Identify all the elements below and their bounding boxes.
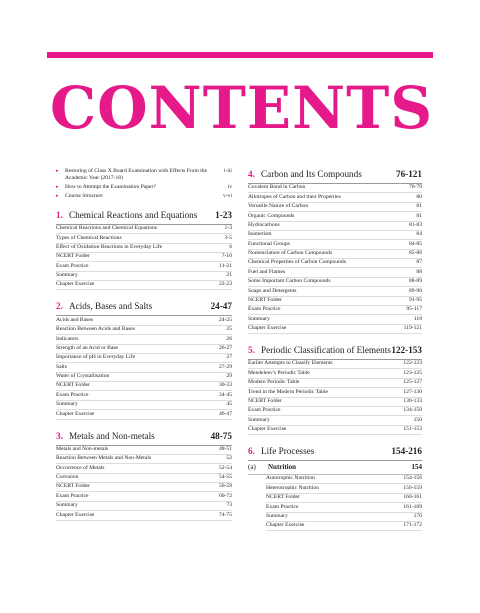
chapter-number: 2. [56,301,63,312]
topic-title: Covalent Bond in Carbon [248,184,306,191]
chapter-heading[interactable] [248,445,422,461]
front-matter-page: v-vi [222,193,232,200]
topic-title: Allotropes of Carbon and their Properties [248,193,341,200]
chapter-title: Metals and Non-metals [69,430,155,441]
front-matter-item[interactable] [56,184,232,191]
topic-row[interactable] [248,325,422,334]
topic-page: 151-153 [403,426,422,433]
topic-page: 125-127 [403,379,422,386]
topic-page: 84-85 [408,240,422,247]
topic-page: 26 [226,335,232,342]
chapter-1 [56,209,232,291]
topic-page: 46-47 [218,410,232,417]
topic-title: Chapter Exercise [248,325,287,332]
topic-page: 7-10 [221,253,232,260]
chapter-title: Acids, Bases and Salts [69,301,153,312]
topic-row[interactable] [248,278,422,287]
front-matter-page: i-iii [223,168,232,174]
topic-page: 81-83 [408,221,422,228]
topic-page: 73 [226,502,232,509]
topic-row[interactable] [56,464,232,473]
topic-row[interactable] [56,272,232,281]
topic-title: Chemical Properties of Carbon Compounds [248,259,346,266]
front-matter-item[interactable] [56,168,232,183]
topic-title: Exam Practice [248,407,281,414]
chapter-pages: 122-153 [391,345,422,355]
topic-page: 171-172 [403,522,422,529]
subsection-topics [248,475,422,531]
topic-page: 123-125 [403,369,422,376]
topic-row[interactable] [266,475,422,484]
topic-page: 52-54 [218,464,232,471]
topic-page: 118 [413,315,422,322]
topic-page: 89-90 [408,287,422,294]
toc-right-column [248,168,422,531]
topic-row[interactable] [56,354,232,363]
topic-row[interactable] [56,326,232,335]
topic-title: Fuel and Flames [248,268,285,275]
bullet-icon: ▸ [56,194,59,200]
topic-title: Occurrence of Metals [56,464,105,471]
topic-title: Types of Chemical Reactions [56,234,122,241]
chapter-title: Periodic Classification of Elements [261,345,391,355]
subsection-title: Nutrition [268,463,296,471]
topic-title: NCERT Folder [248,296,282,303]
topic-page: 34-45 [218,391,232,398]
chapter-number: 1. [56,209,63,220]
subsection-page: 154 [411,463,422,471]
topic-row[interactable] [266,513,422,522]
topic-page: 88-89 [408,278,422,285]
chapter-pages: 1-23 [215,209,232,220]
front-matter-text: Restoring of Class X Board Examination with Effects From the Academic Year (2017-18) [65,168,208,182]
topic-title: NCERT Folder [56,483,90,490]
topic-title: Exam Practice [248,306,281,313]
topic-title: Exam Practice [266,503,299,510]
topic-row[interactable] [248,222,422,231]
topic-title: Summary [56,272,78,279]
topic-row[interactable] [56,281,232,290]
topic-title: Organic Compounds [248,212,295,219]
topic-row[interactable] [248,306,422,315]
topic-row[interactable] [248,259,422,268]
topic-page: 29 [226,373,232,380]
topic-row[interactable] [248,388,422,397]
topic-title: Salts [56,363,67,370]
topic-row[interactable] [248,231,422,240]
topic-page: 76-79 [408,184,422,191]
topic-title: Isomerism [248,231,272,238]
topic-page: 27-29 [218,363,232,370]
topic-page: 22-23 [218,281,232,288]
topic-row[interactable] [56,253,232,262]
topic-row[interactable] [56,382,232,391]
top-accent-bar [47,52,433,58]
chapter-pages: 76-121 [395,169,422,179]
topic-title: Acids and Bases [56,316,93,323]
subsection-label: (a) [248,463,256,471]
topic-row[interactable] [56,502,232,511]
topic-title: Corrosion [56,474,79,481]
topic-row[interactable] [56,373,232,382]
topic-row[interactable] [56,234,232,243]
topic-row[interactable] [56,410,232,419]
topic-row[interactable] [248,360,422,369]
subsection-heading[interactable] [248,461,422,475]
topic-page: 127-130 [403,388,422,395]
topic-page: 60-72 [218,492,232,499]
topic-page: 48-51 [218,445,232,452]
topic-title: Indicators [56,335,79,342]
chapter-title: Chemical Reactions and Equations [69,209,198,220]
topic-row[interactable] [56,455,232,464]
chapter-pages: 48-75 [210,430,232,441]
topic-row[interactable] [56,483,232,492]
page-title: CONTENTS [50,74,434,142]
topic-row[interactable] [266,522,422,531]
topic-title: NCERT Folder [248,397,282,404]
topic-row[interactable] [56,244,232,253]
topic-title: Effect of Oxidation Reactions in Everyday Life [56,243,163,250]
chapter-heading[interactable] [248,344,422,360]
chapter-heading[interactable] [248,168,422,184]
topic-page: 122-123 [403,360,422,367]
topic-title: Summary [56,401,78,408]
topic-page: 11-21 [219,262,232,269]
topic-title: Exam Practice [56,391,89,398]
topic-page: 85-86 [408,250,422,257]
chapter-3 [56,430,232,521]
topic-title: Nomenclature of Carbon Compounds [248,250,333,257]
topic-title: NCERT Folder [56,253,90,260]
topic-page: 81 [416,212,422,219]
chapter-5 [248,344,422,435]
topic-page: 170 [413,512,422,519]
topic-row[interactable] [56,492,232,501]
topic-title: Some Important Carbon Compounds [248,278,331,285]
topic-title: Summary [248,416,270,423]
topic-row[interactable] [248,369,422,378]
topic-page: 25 [226,326,232,333]
topic-title: Chapter Exercise [56,511,95,518]
topic-page: 6 [229,243,232,250]
topic-title: Reaction Between Metals and Non-Metals [56,455,152,462]
topic-page: 87 [416,259,422,266]
topic-title: Autotrophic Nutrition [266,475,315,482]
topic-page: 21 [226,272,232,279]
topic-row[interactable] [248,416,422,425]
topic-page: 52 [226,455,232,462]
topic-page: 74-75 [218,511,232,518]
topic-title: Summary [266,512,288,519]
topic-page: 80 [416,193,422,200]
topic-page: 3-5 [224,234,232,241]
topic-page: 24-25 [218,316,232,323]
topic-page: 130-133 [403,397,422,404]
topic-page: 160-161 [403,494,422,501]
topic-page: 56-59 [218,483,232,490]
chapter-pages: 154-216 [391,446,422,456]
topic-title: Importance of pH in Everyday Life [56,354,136,361]
topic-row[interactable] [248,287,422,296]
topic-page: 134-150 [403,407,422,414]
chapter-pages: 24-47 [210,301,232,312]
front-matter-text: How to Attempt the Examination Paper? [65,184,156,191]
topic-row[interactable] [248,212,422,221]
topic-title: Metals and Non-metals [56,445,109,452]
topic-row[interactable] [56,316,232,325]
topic-page: 91-95 [408,296,422,303]
chapter-4 [248,168,422,334]
front-matter-page: iv [227,184,232,191]
topic-row[interactable] [248,297,422,306]
topic-row[interactable] [266,494,422,503]
topic-row[interactable] [248,398,422,407]
topic-title: Trend in the Modern Periodic Table [248,388,328,395]
topic-row[interactable] [248,184,422,193]
topic-page: 27 [226,354,232,361]
topic-row[interactable] [56,345,232,354]
topic-title: Exam Practice [56,262,89,269]
topic-row[interactable] [56,474,232,483]
topic-title: NCERT Folder [56,382,90,389]
topic-title: Reaction Between Acids and Bases [56,326,135,333]
topic-page: 150 [413,416,422,423]
topic-row[interactable] [56,511,232,520]
topic-title: Mendeleev's Periodic Table [248,369,310,376]
topic-title: Functional Groups [248,240,290,247]
front-matter-item[interactable] [56,193,232,200]
topic-title: Heterotrophic Nutrition [266,484,319,491]
topic-title: Water of Crystallisation [56,373,110,380]
chapter-number: 3. [56,430,63,441]
topic-title: Earlier Attempts to Classify Elements [248,360,333,367]
topic-row[interactable] [248,268,422,277]
topic-title: Chapter Exercise [248,426,287,433]
topic-row[interactable] [266,503,422,512]
topic-row[interactable] [56,262,232,271]
topic-row[interactable] [248,203,422,212]
topic-page: 88 [416,268,422,275]
topic-row[interactable] [248,250,422,259]
topic-page: 45 [226,401,232,408]
topic-row[interactable] [248,379,422,388]
topic-title: Chemical Reactions and Chemical Equations [56,225,157,232]
topic-title: Chapter Exercise [266,522,305,529]
topic-row[interactable] [266,484,422,493]
topic-row[interactable] [56,391,232,400]
topic-title: Versatile Nature of Carbon [248,203,309,210]
topic-page: 81 [416,203,422,210]
topic-row[interactable] [248,193,422,202]
chapter-title: Carbon and Its Compounds [261,169,362,179]
topic-row[interactable] [248,315,422,324]
chapter-number: 5. [248,345,255,355]
topic-title: Exam Practice [56,492,89,499]
topic-row[interactable] [56,225,232,234]
chapter-number: 4. [248,169,255,179]
chapter-heading[interactable] [56,300,232,316]
topic-page: 30-33 [218,382,232,389]
chapter-number: 6. [248,446,255,456]
chapter-6 [248,445,422,531]
topic-row[interactable] [248,426,422,435]
topic-page: 54-55 [218,474,232,481]
topic-title: Summary [248,315,270,322]
topic-page: 119-121 [403,325,422,332]
front-matter-text: Course Structure [65,193,103,200]
topic-title: Soaps and Detergents [248,287,297,294]
topic-title: Hydrocarbons [248,221,280,228]
bullet-icon: ▸ [56,169,59,174]
chapter-2 [56,300,232,419]
topic-title: NCERT Folder [266,494,300,501]
chapter-title: Life Processes [261,446,315,456]
topic-row[interactable] [56,446,232,455]
topic-page: 26-27 [218,344,232,351]
toc-left-column [56,168,232,521]
topic-row[interactable] [56,401,232,410]
chapter-heading[interactable] [56,209,232,225]
topic-title: Chapter Exercise [56,410,95,417]
front-matter-list [56,168,232,201]
topic-title: Modern Periodic Table [248,379,300,386]
topic-row[interactable] [248,240,422,249]
topic-title: Chapter Exercise [56,281,95,288]
topic-row[interactable] [56,363,232,372]
bullet-icon: ▸ [56,185,59,191]
topic-page: 161-169 [403,503,422,510]
topic-page: 154-156 [403,475,422,482]
topic-page: 156-159 [403,484,422,491]
topic-title: Summary [56,502,78,509]
chapter-heading[interactable] [56,430,232,446]
topic-page: 84 [416,231,422,238]
topic-row[interactable] [248,407,422,416]
topic-page: 95-117 [406,306,422,313]
topic-title: Strength of an Acid or Base [56,344,118,351]
topic-page: 1-3 [224,225,232,232]
topic-row[interactable] [56,335,232,344]
